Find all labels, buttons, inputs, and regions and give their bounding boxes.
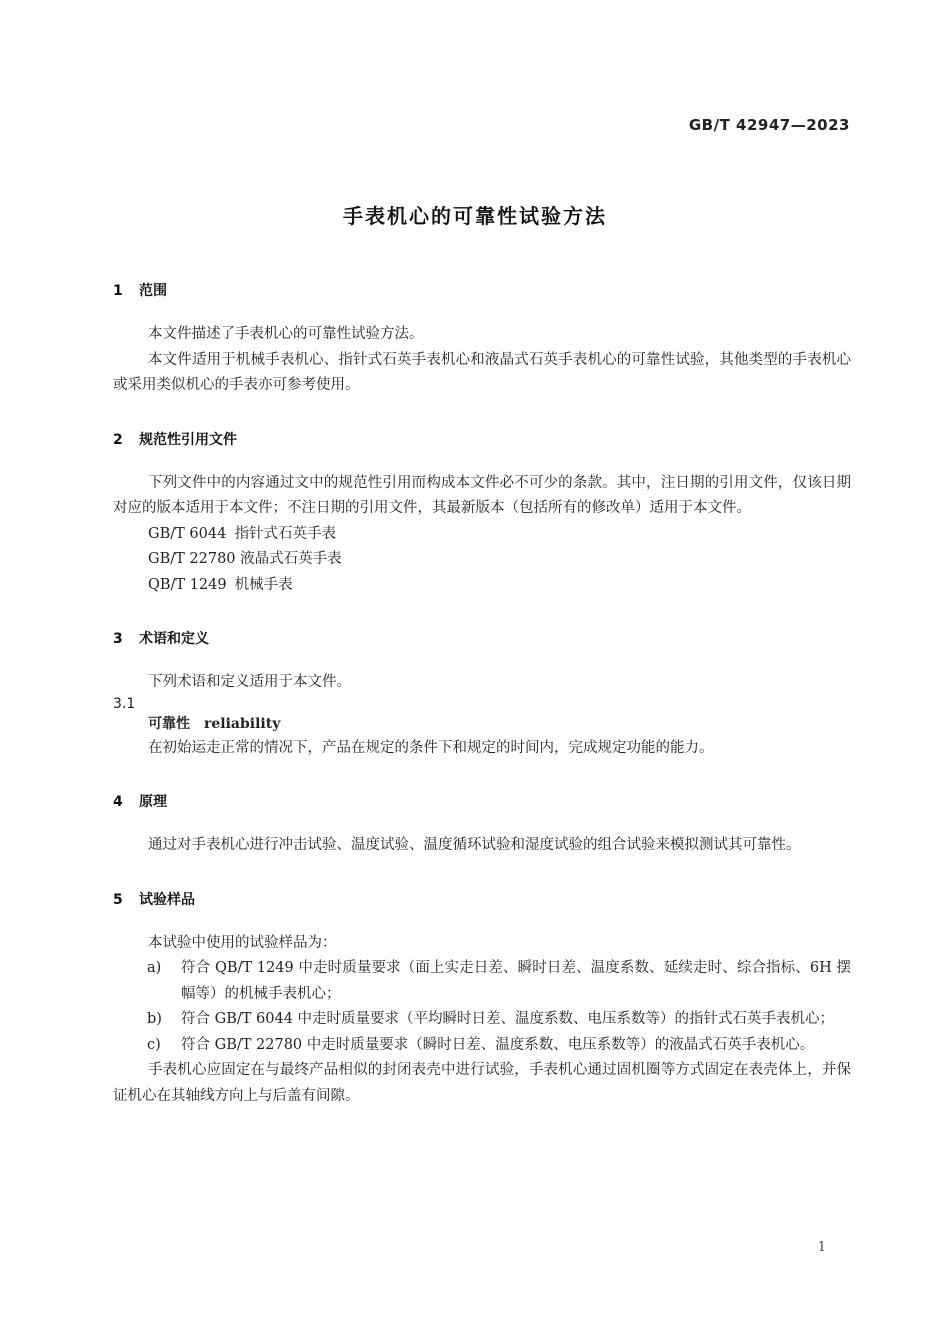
paragraph: 下列术语和定义适用于本文件。 <box>148 674 351 690</box>
section-number: 3 <box>113 631 123 647</box>
reference-name: 液晶式石英手表 <box>240 551 342 567</box>
term-chinese: 可靠性 <box>148 715 190 732</box>
section-heading-terms <box>113 628 851 648</box>
reference-code: QB/T 1249 <box>148 576 227 593</box>
list-marker: a) <box>147 960 162 976</box>
section-number: 2 <box>113 431 123 448</box>
term-english: reliability <box>204 715 281 732</box>
paragraph: 本文件适用于机械手表机心、指针式石英手表机心和液晶式石英手表机心的可靠性试验，其他类型的手表机心或采用类似机心的手表亦可参考使用。 <box>113 351 851 393</box>
reference-code: GB/T 22780 <box>148 551 236 567</box>
section-heading-scope <box>113 280 851 300</box>
reference-name: 指针式石英手表 <box>234 525 337 542</box>
section-title: 试验样品 <box>139 891 195 908</box>
section-title: 规范性引用文件 <box>139 431 237 448</box>
paragraph: 下列文件中的内容通过文中的规范性引用而构成本文件必不可少的条款。其中，注日期的引用文件，仅该日期对应的版本适用于本文件；不注日期的引用文件，其最新版本（包括所有的修改单）适用于本文件。 <box>113 474 851 516</box>
list-marker: b) <box>147 1011 162 1027</box>
section-title: 原理 <box>139 794 167 810</box>
list-item <box>113 956 851 1007</box>
section-heading-test-samples <box>113 889 851 909</box>
list-text: 符合 GB/T 6044 中走时质量要求（平均瞬时日差、温度系数、电压系数等）的指针式石英手表机心； <box>181 1011 835 1027</box>
list-item <box>113 1007 851 1033</box>
standard-code: GB/T 42947—2023 <box>688 116 850 134</box>
section-number: 4 <box>113 794 123 810</box>
reference-name: 机械手表 <box>234 576 293 593</box>
paragraph: 本文件描述了手表机心的可靠性试验方法。 <box>148 326 424 342</box>
paragraph: 本试验中使用的试验样品为： <box>148 934 337 951</box>
list-text: 符合 GB/T 22780 中走时质量要求（瞬时日差、温度系数、电压系数等）的液晶式石英手表机心。 <box>181 1036 815 1053</box>
section-number: 1 <box>113 283 123 299</box>
section-title: 范围 <box>139 283 167 299</box>
document-title: 手表机心的可靠性试验方法 <box>343 204 607 228</box>
paragraph: 手表机心应固定在与最终产品相似的封闭表壳中进行试验，手表机心通过固机圈等方式固定在表壳体上，并保证机心在其轴线方向上与后盖有间隙。 <box>113 1062 851 1104</box>
page-number: 1 <box>817 1240 826 1255</box>
section-title: 术语和定义 <box>139 631 209 647</box>
term-number: 3.1 <box>113 695 136 712</box>
section-heading-normative-references <box>113 429 851 449</box>
term-entry <box>113 712 851 736</box>
reference-code: GB/T 6044 <box>148 525 227 542</box>
term-definition: 在初始运走正常的情况下，产品在规定的条件下和规定的时间内，完成规定功能的能力。 <box>148 739 714 756</box>
reference-item <box>113 573 851 599</box>
paragraph: 通过对手表机心进行冲击试验、温度试验、温度循环试验和湿度试验的组合试验来模拟测试其可靠性。 <box>148 837 801 853</box>
document-body <box>113 280 851 1109</box>
section-heading-principle <box>113 791 851 811</box>
reference-item <box>113 522 851 548</box>
list-text: 符合 QB/T 1249 中走时质量要求（面上实走日差、瞬时日差、温度系数、延续走时、综合指标、6H 摆幅等）的机械手表机心； <box>181 960 851 1002</box>
list-marker: c) <box>147 1036 161 1053</box>
list-item <box>113 1033 851 1059</box>
section-number: 5 <box>113 891 123 908</box>
reference-item <box>113 547 851 573</box>
